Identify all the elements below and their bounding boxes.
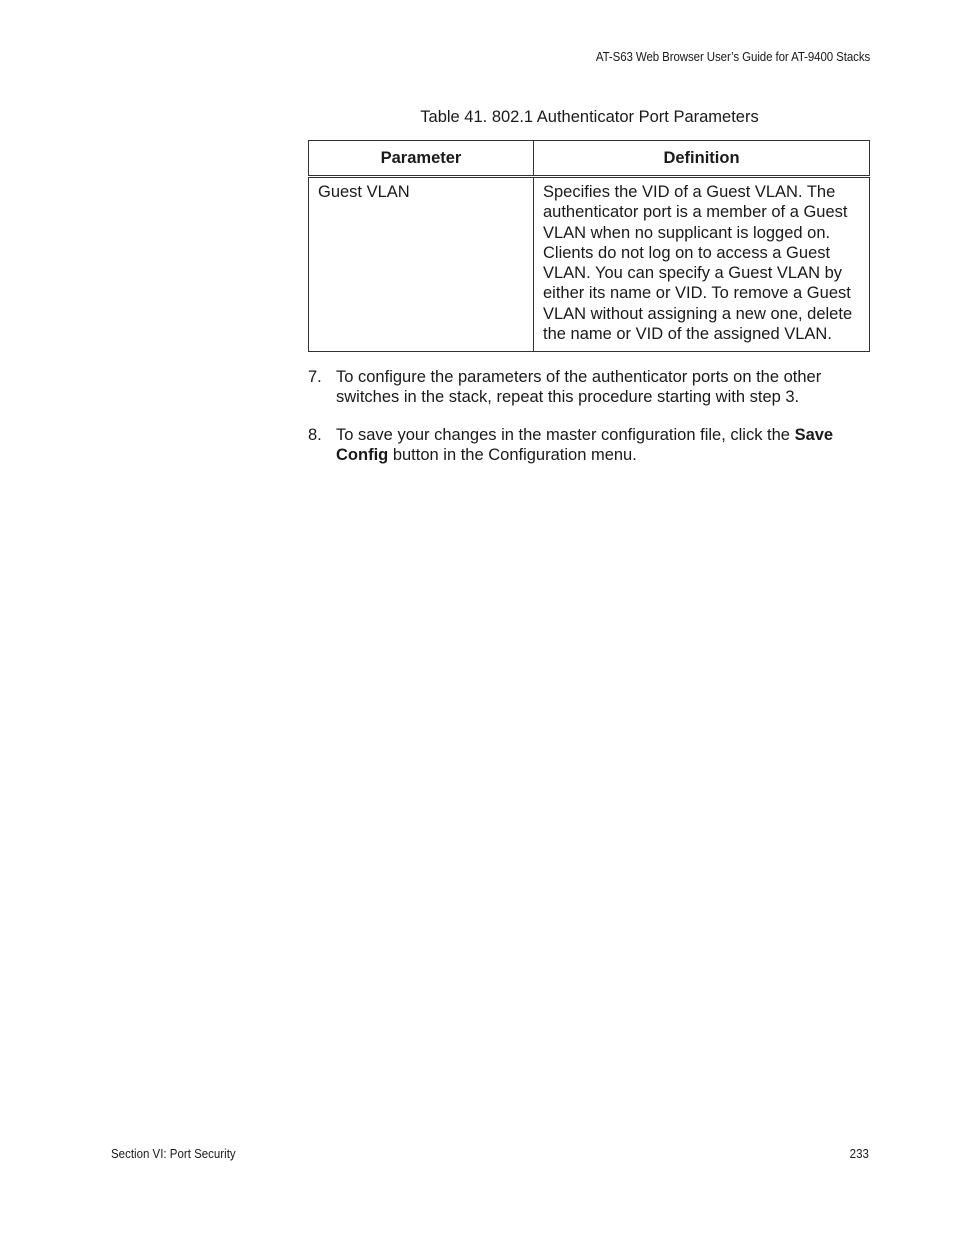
parameter-cell: Guest VLAN [309, 177, 534, 352]
step-text-before: To save your changes in the master configuration file, click the [336, 426, 795, 444]
page-number: 233 [849, 1147, 869, 1161]
step-text [336, 425, 868, 466]
step-8 [308, 425, 868, 466]
column-header-definition: Definition [534, 141, 870, 177]
definition-cell: Specifies the VID of a Guest VLAN. The authenticator port is a member of a Guest VLAN when no supplicant is logged on. Clients do not log on to access a Guest VLAN. You can specify a Guest VLAN by either its name or VID. To remove a Guest VLAN without assigning a new one, delete the name or VID of the assigned VLAN. [534, 177, 870, 352]
step-number: 7. [308, 368, 322, 386]
footer-section-title: Section VI: Port Security [111, 1147, 236, 1161]
step-text-after: button in the Configuration menu. [388, 446, 637, 465]
step-7 [308, 367, 868, 408]
column-header-parameter: Parameter [309, 141, 534, 177]
step-text: To configure the parameters of the authenticator ports on the other switches in the stack, repeat this procedure starting with step 3. [336, 368, 822, 407]
table-row [309, 177, 870, 352]
running-header: AT-S63 Web Browser User’s Guide for AT-9400 Stacks [595, 50, 870, 64]
parameters-table [308, 140, 870, 352]
step-number: 8. [308, 426, 322, 444]
save-config-reference: Save Config [336, 426, 834, 465]
table-header-row [309, 141, 870, 177]
table-caption: Table 41. 802.1 Authenticator Port Parameters [420, 108, 759, 126]
